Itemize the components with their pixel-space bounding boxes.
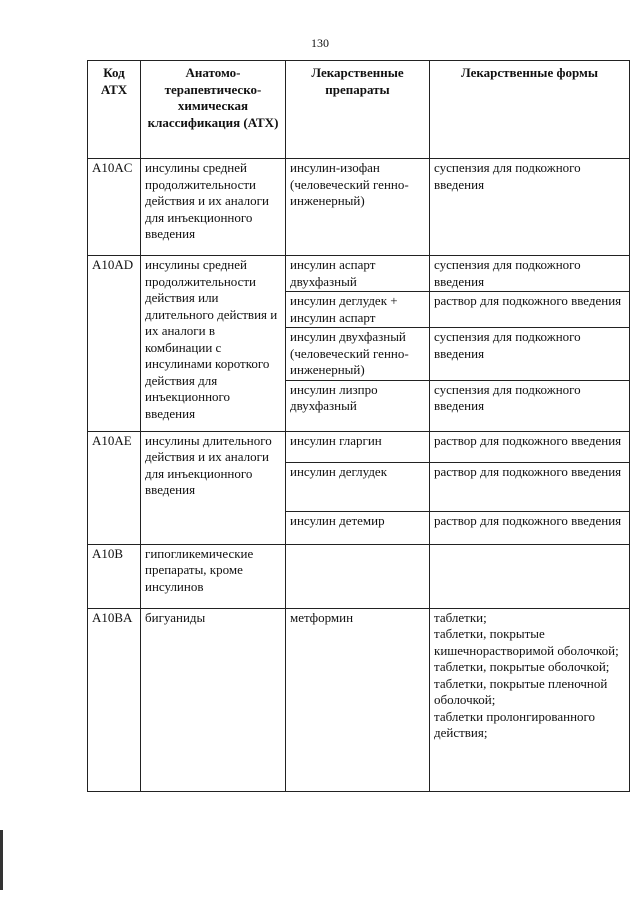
cell-code: A10AD bbox=[88, 256, 141, 432]
cell-code: A10AC bbox=[88, 159, 141, 256]
cell-form: раствор для подкожного введения bbox=[430, 292, 630, 328]
table-row bbox=[88, 608, 630, 791]
cell-form: суспензия для подкожного введения bbox=[430, 380, 630, 431]
cell-form: раствор для подкожного введения bbox=[430, 511, 630, 544]
cell-drug: инсулин деглудек bbox=[286, 462, 430, 511]
cell-code: A10AE bbox=[88, 431, 141, 544]
cell-code: A10B bbox=[88, 544, 141, 608]
cell-form: суспензия для подкожного введения bbox=[430, 256, 630, 292]
table-row bbox=[88, 431, 630, 462]
header-code: Код АТХ bbox=[88, 61, 141, 159]
table-header-row bbox=[88, 61, 630, 159]
table-row bbox=[88, 256, 630, 292]
cell-drug: инсулин аспарт двухфазный bbox=[286, 256, 430, 292]
cell-drug: метформин bbox=[286, 608, 430, 791]
header-classification: Анатомо-терапевтическо-химическая классификация (АТХ) bbox=[141, 61, 286, 159]
scan-margin-line bbox=[0, 830, 3, 890]
atx-drug-table bbox=[87, 60, 630, 792]
cell-form: суспензия для подкожного введения bbox=[430, 328, 630, 381]
cell-classification: инсулины средней продолжительности действия и их аналоги для инъекционного введения bbox=[141, 159, 286, 256]
table-row bbox=[88, 544, 630, 608]
cell-drug: инсулин гларгин bbox=[286, 431, 430, 462]
cell-form: раствор для подкожного введения bbox=[430, 431, 630, 462]
cell-form: суспензия для подкожного введения bbox=[430, 159, 630, 256]
form-line: таблетки, покрытые кишечнорастворимой оболочкой; bbox=[434, 626, 619, 658]
cell-classification: инсулины средней продолжительности действия или длительного действия и их аналоги в комбинации с инсулинами короткого действия для инъекционного введения bbox=[141, 256, 286, 432]
cell-form: раствор для подкожного введения bbox=[430, 462, 630, 511]
form-line: таблетки, покрытые пленочной оболочкой; bbox=[434, 675, 608, 707]
cell-drug: инсулин лизпро двухфазный bbox=[286, 380, 430, 431]
cell-drug: инсулин-изофан (человеческий генно-инженерный) bbox=[286, 159, 430, 256]
cell-drug: инсулин двухфазный (человеческий генно-инженерный) bbox=[286, 328, 430, 381]
cell-forms-list bbox=[430, 608, 630, 791]
cell-drug: инсулин деглудек + инсулин аспарт bbox=[286, 292, 430, 328]
form-line: таблетки; bbox=[434, 609, 487, 625]
cell-form bbox=[430, 544, 630, 608]
form-line: таблетки пролонгированного действия; bbox=[434, 708, 596, 740]
cell-drug: инсулин детемир bbox=[286, 511, 430, 544]
cell-code: A10BA bbox=[88, 608, 141, 791]
cell-classification: бигуаниды bbox=[141, 608, 286, 791]
cell-classification: инсулины длительного действия и их аналоги для инъекционного введения bbox=[141, 431, 286, 544]
table-row bbox=[88, 159, 630, 256]
header-drugs: Лекарственные препараты bbox=[286, 61, 430, 159]
cell-drug bbox=[286, 544, 430, 608]
header-forms: Лекарственные формы bbox=[430, 61, 630, 159]
cell-classification: гипогликемические препараты, кроме инсулинов bbox=[141, 544, 286, 608]
page-number: 130 bbox=[311, 36, 329, 50]
form-line: таблетки, покрытые оболочкой; bbox=[434, 659, 610, 674]
